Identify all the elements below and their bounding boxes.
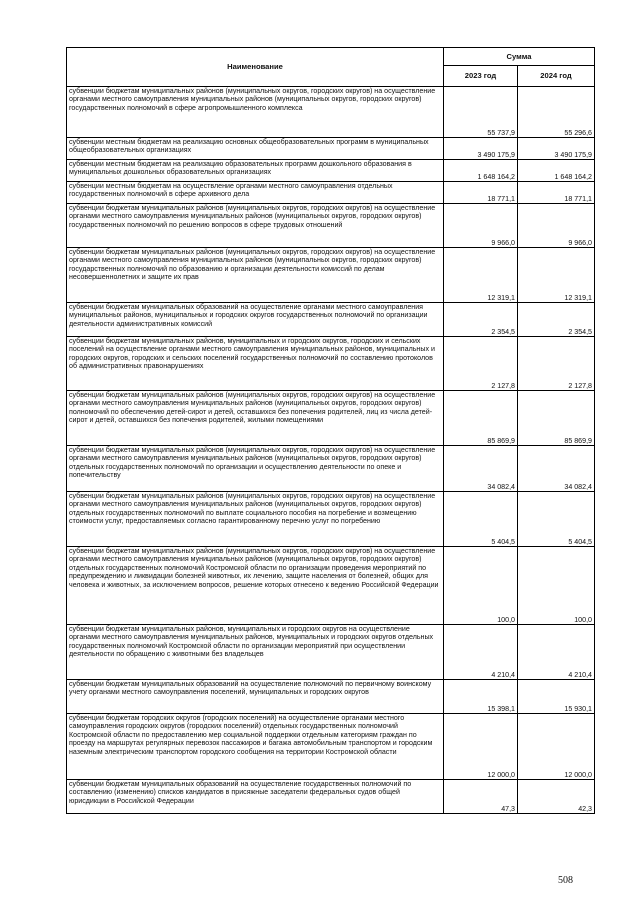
row-amount-2024: 55 296,6: [518, 87, 595, 138]
row-name: субвенции бюджетам муниципальных районов, муниципальных и городских округов на осуществление органами местного самоуправления муниципальных районов, муниципальных и городских округов отдельных государственных полномочий Костромской области по организации мероприятий при осуществлении деятельности по обращению с животными без владельцев: [67, 625, 444, 680]
row-name: субвенции бюджетам муниципальных образований на осуществление полномочий по первичному воинскому учету органами местного самоуправления поселений, муниципальных и городских округов: [67, 680, 444, 714]
row-amount-2024: 2 127,8: [518, 337, 595, 391]
row-amount-2024: 12 000,0: [518, 714, 595, 780]
table-row: [67, 391, 595, 446]
row-amount-2023: 4 210,4: [444, 625, 518, 680]
row-name: субвенции бюджетам муниципальных районов (муниципальных округов, городских округов) на осуществление органами местного самоуправления муниципальных районов (муниципальных округов, городских округов) отдельных государственных полномочий по выплате социального пособия на погребение и возмещению стоимости услуг, предоставляемых согласно гарантированному перечню услуг по погребению: [67, 492, 444, 547]
table-row: [67, 714, 595, 780]
row-name: субвенции бюджетам муниципальных районов, муниципальных и городских округов, городских и сельских поселений на осуществление органами местного самоуправления муниципальных районов, муниципальных и городских округов, городских и сельских поселений государственных полномочий по составлению протоколов об административных правонарушениях: [67, 337, 444, 391]
header-name: Наименование: [67, 48, 444, 87]
row-amount-2024: 85 869,9: [518, 391, 595, 446]
budget-table: [66, 47, 595, 814]
row-amount-2024: 42,3: [518, 780, 595, 814]
row-amount-2023: 1 648 164,2: [444, 160, 518, 182]
header-year-2023: 2023 год: [444, 66, 518, 87]
row-amount-2024: 3 490 175,9: [518, 138, 595, 160]
table-row: [67, 138, 595, 160]
header-year-2024: 2024 год: [518, 66, 595, 87]
row-amount-2024: 15 930,1: [518, 680, 595, 714]
row-amount-2024: 18 771,1: [518, 182, 595, 204]
row-amount-2024: 1 648 164,2: [518, 160, 595, 182]
row-amount-2024: 9 966,0: [518, 204, 595, 248]
row-amount-2023: 5 404,5: [444, 492, 518, 547]
row-name: субвенции бюджетам муниципальных районов (муниципальных округов, городских округов) на осуществление органами местного самоуправления муниципальных районов (муниципальных округов, городских округов) государственных полномочий по образованию и организации деятельности комиссий по делам несовершеннолетних и защите их прав: [67, 248, 444, 303]
row-amount-2023: 9 966,0: [444, 204, 518, 248]
row-name: субвенции бюджетам муниципальных образований на осуществление органами местного самоуправления муниципальных районов, муниципальных и городских округов государственных полномочий по организации деятельности административных комиссий: [67, 303, 444, 337]
row-name: субвенции бюджетам муниципальных районов (муниципальных округов, городских округов) на осуществление органами местного самоуправления муниципальных районов (муниципальных округов, городских округов) государственных полномочий по решению вопросов в сфере трудовых отношений: [67, 204, 444, 248]
row-amount-2023: 12 000,0: [444, 714, 518, 780]
table-row: [67, 303, 595, 337]
table-header: [67, 48, 595, 87]
row-name: субвенции местным бюджетам на реализацию образовательных программ дошкольного образования в муниципальных дошкольных образовательных организациях: [67, 160, 444, 182]
row-name: субвенции местным бюджетам на реализацию основных общеобразовательных программ в муниципальных общеобразовательных организациях: [67, 138, 444, 160]
row-name: субвенции местным бюджетам на осуществление органами местного самоуправления отдельных государственных полномочий в сфере архивного дела: [67, 182, 444, 204]
row-amount-2023: 3 490 175,9: [444, 138, 518, 160]
row-name: субвенции бюджетам муниципальных районов (муниципальных округов, городских округов) на осуществление органами местного самоуправления муниципальных районов (муниципальных округов, городских округов) отдельных государственных полномочий Костромской области по организации проведения мероприятий по предупреждению и ликвидации болезней животных, их лечению, защите населения от болезней, общих для человека и животных, за исключением вопросов, решение которых отнесено к ведению Российской Федерации: [67, 547, 444, 625]
row-amount-2023: 85 869,9: [444, 391, 518, 446]
table-row: [67, 680, 595, 714]
table-row: [67, 547, 595, 625]
table-row: [67, 248, 595, 303]
table-row: [67, 337, 595, 391]
row-amount-2023: 47,3: [444, 780, 518, 814]
table-row: [67, 87, 595, 138]
row-amount-2023: 55 737,9: [444, 87, 518, 138]
row-name: субвенции бюджетам муниципальных образований на осуществление государственных полномочий по составлению (изменению) списков кандидатов в присяжные заседатели федеральных судов общей юрисдикции в Российской Федерации: [67, 780, 444, 814]
row-name: субвенции бюджетам городских округов (городских поселений) на осуществление органами местного самоуправления городских округов (городских поселений) отдельных государственных полномочий Костромской области по предоставлению мер социальной поддержки отдельным категориям граждан по проезду на маршрутах регулярных перевозок пассажиров и багажа автомобильным транспортом и городским наземным электрическим транспортом городского сообщения на территории Костромской области: [67, 714, 444, 780]
row-amount-2023: 15 398,1: [444, 680, 518, 714]
row-amount-2024: 2 354,5: [518, 303, 595, 337]
table-row: [67, 492, 595, 547]
page-number: 508: [558, 875, 573, 886]
row-name: субвенции бюджетам муниципальных районов (муниципальных округов, городских округов) на осуществление органами местного самоуправления муниципальных районов (муниципальных округов, городских округов) полномочий по обеспечению детей-сирот и детей, оставшихся без попечения родителей, лиц из числа детей-сирот и детей, оставшихся без попечения родителей, жилыми помещениями: [67, 391, 444, 446]
table-row: [67, 160, 595, 182]
row-amount-2023: 2 354,5: [444, 303, 518, 337]
row-amount-2024: 5 404,5: [518, 492, 595, 547]
row-amount-2023: 2 127,8: [444, 337, 518, 391]
table-row: [67, 204, 595, 248]
header-sum: Сумма: [444, 48, 595, 66]
row-name: субвенции бюджетам муниципальных районов (муниципальных округов, городских округов) на осуществление органами местного самоуправления муниципальных районов (муниципальных округов, городских округов) отдельных государственных полномочий по организации и осуществлению деятельности по опеке и попечительству: [67, 446, 444, 492]
table-row: [67, 446, 595, 492]
row-name: субвенции бюджетам муниципальных районов (муниципальных округов, городских округов) на осуществление органами местного самоуправления муниципальных районов (муниципальных округов, городских округов) государственных полномочий в сфере агропромышленного комплекса: [67, 87, 444, 138]
row-amount-2023: 12 319,1: [444, 248, 518, 303]
row-amount-2024: 12 319,1: [518, 248, 595, 303]
table-row: [67, 780, 595, 814]
row-amount-2023: 34 082,4: [444, 446, 518, 492]
row-amount-2023: 100,0: [444, 547, 518, 625]
row-amount-2024: 34 082,4: [518, 446, 595, 492]
table-row: [67, 625, 595, 680]
table-row: [67, 182, 595, 204]
row-amount-2024: 100,0: [518, 547, 595, 625]
row-amount-2024: 4 210,4: [518, 625, 595, 680]
row-amount-2023: 18 771,1: [444, 182, 518, 204]
